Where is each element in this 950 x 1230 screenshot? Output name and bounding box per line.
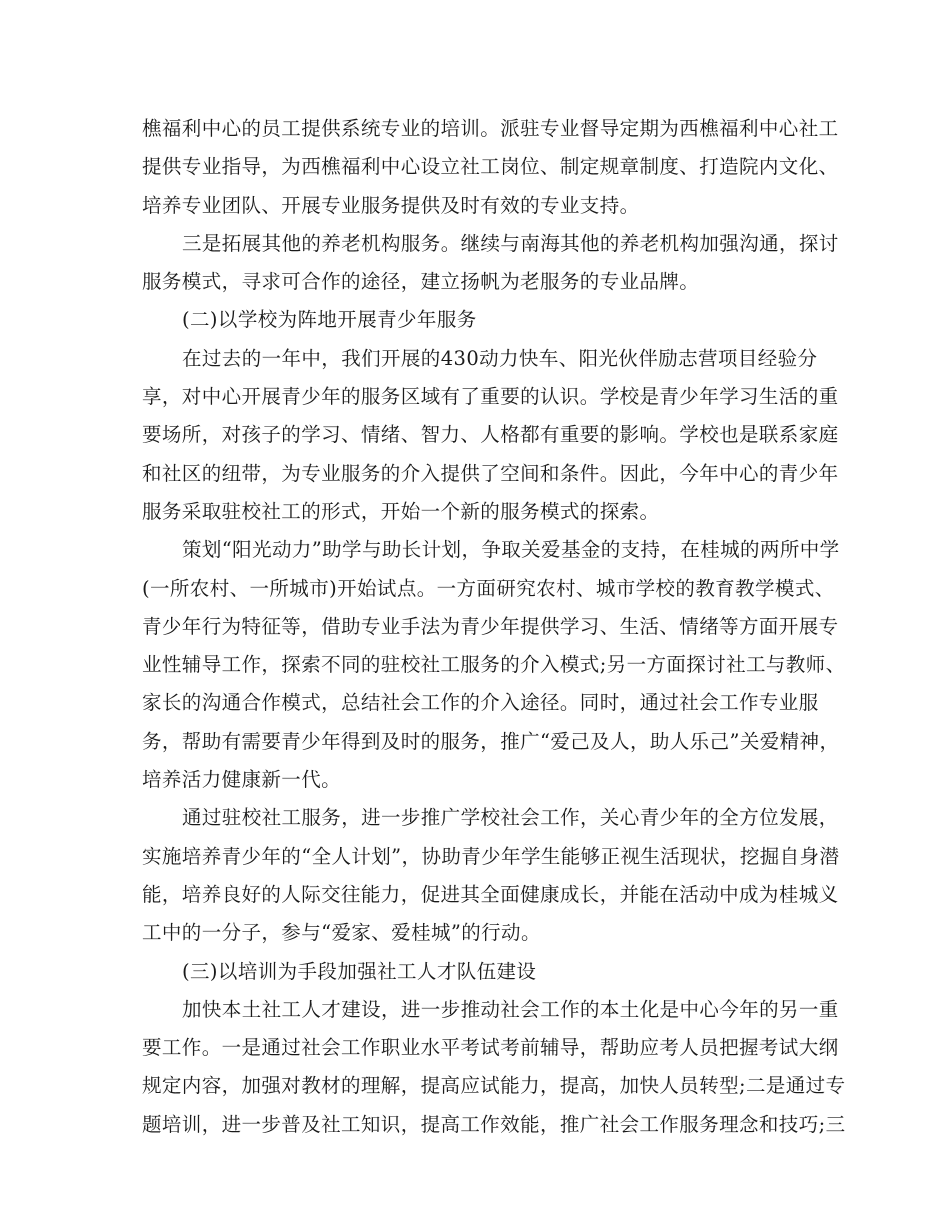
text-line: 工中的一分子，参与“爱家、爱桂城”的行动。: [142, 921, 541, 945]
text-line: 青少年行为特征等，借助专业手法为青少年提供学习、生活、情绪等方面开展专: [142, 614, 839, 638]
text-line: 实施培养青少年的“全人计划”，协助青少年学生能够正视生活现状，挖掘自身潜: [142, 844, 840, 868]
text-line: 服务模式，寻求可合作的途径，建立扬帆为老服务的专业品牌。: [142, 270, 700, 294]
text-line: 规定内容，加强对教材的理解，提高应试能力，提高，加快人员转型;二是通过专: [142, 1074, 846, 1098]
text-line: (二)以学校为阵地开展青少年服务: [182, 308, 477, 332]
document-body: [142, 110, 846, 1144]
text-line: 能，培养良好的人际交往能力，促进其全面健康成长，并能在活动中成为桂城义: [142, 882, 839, 906]
text-line: 樵福利中心的员工提供系统专业的培训。派驻专业督导定期为西樵福利中心社工: [142, 117, 839, 140]
text-line: (三)以培训为手段加强社工人才队伍建设: [182, 959, 537, 983]
text-line: 要工作。一是通过社会工作职业水平考试考前辅导，帮助应考人员把握考试大纲: [142, 1036, 839, 1060]
text-line: 要场所，对孩子的学习、情绪、智力、人格都有重要的影响。学校也是联系家庭: [142, 423, 839, 447]
text-line: (一所农村、一所城市)开始试点。一方面研究农村、城市学校的教育教学模式、: [142, 576, 835, 600]
text-line: 提供专业指导，为西樵福利中心设立社工岗位、制定规章制度、打造院内文化、: [142, 155, 839, 179]
text-line: 享，对中心开展青少年的服务区域有了重要的认识。学校是青少年学习生活的重: [142, 385, 839, 409]
text-line: 加快本土社工人才建设，进一步推动社会工作的本土化是中心今年的另一重: [182, 997, 839, 1021]
text-line: 题培训，进一步普及社工知识，提高工作效能，推广社会工作服务理念和技巧;三: [142, 1112, 846, 1136]
text-line: 和社区的纽带，为专业服务的介入提供了空间和条件。因此，今年中心的青少年: [142, 461, 839, 485]
text-line: 在过去的一年中，我们开展的430动力快车、阳光伙伴励志营项目经验分: [182, 346, 818, 370]
text-line: 通过驻校社工服务，进一步推广学校社会工作，关心青少年的全方位发展，: [182, 806, 839, 830]
text-line: 培养活力健康新一代。: [142, 768, 342, 792]
text-line: 家长的沟通合作模式，总结社会工作的介入途径。同时，通过社会工作专业服: [142, 691, 819, 715]
text-line: 服务采取驻校社工的形式，开始一个新的服务模式的探索。: [142, 499, 660, 523]
text-line: 业性辅导工作，探索不同的驻校社工服务的介入模式;另一方面探讨社工与教师、: [142, 653, 846, 677]
text-line: 三是拓展其他的养老机构服务。继续与南海其他的养老机构加强沟通，探讨: [182, 231, 839, 255]
text-line: 策划“阳光动力”助学与助长计划，争取关爱基金的支持，在桂城的两所中学: [182, 538, 840, 562]
text-line: 培养专业团队、开展专业服务提供及时有效的专业支持。: [142, 193, 640, 217]
text-line: 务，帮助有需要青少年得到及时的服务，推广“爱己及人，助人乐己”关爱精神，: [142, 729, 840, 753]
